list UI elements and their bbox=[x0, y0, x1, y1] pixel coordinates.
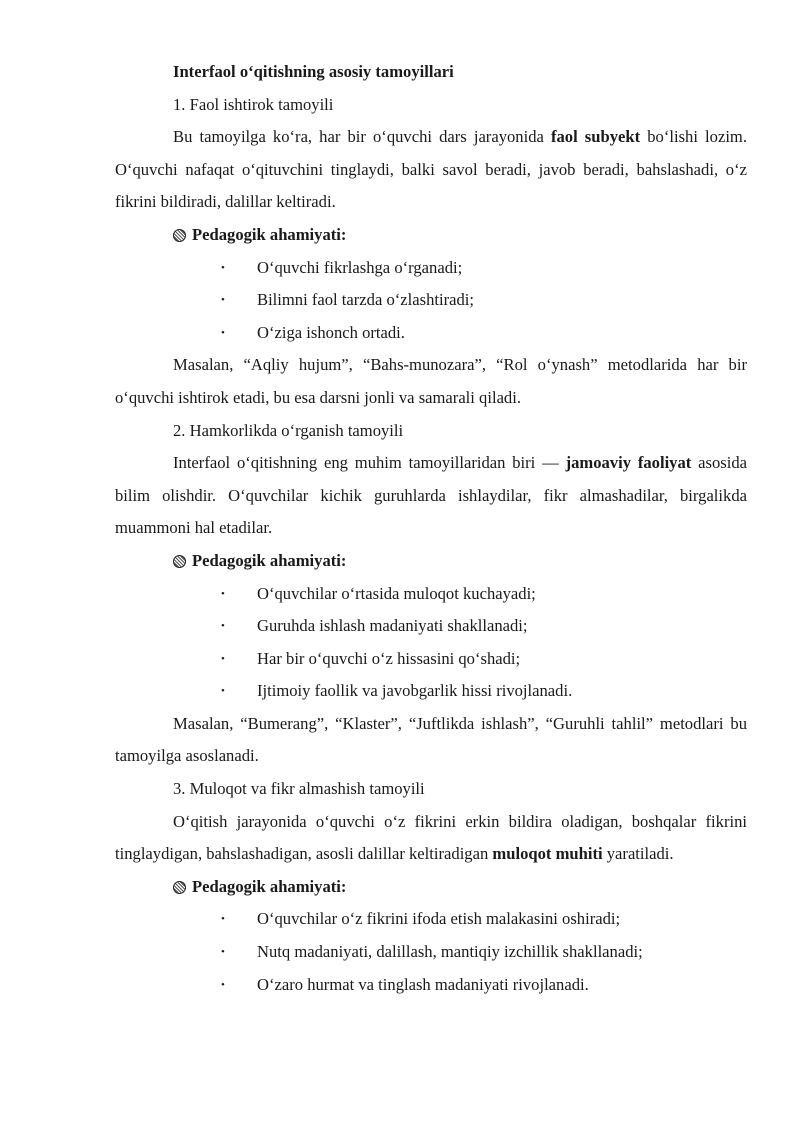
list-item-text: Nutq madaniyati, dalillash, mantiqiy izchillik shakllanadi; bbox=[257, 942, 643, 962]
bullet-icon: • bbox=[221, 685, 225, 698]
list-item-text: Ijtimoiy faollik va javobgarlik hissi rivojlanadi. bbox=[257, 681, 573, 701]
section-heading: 2. Hamkorlikda o‘rganish tamoyili bbox=[173, 420, 404, 440]
section-heading: 3. Muloqot va fikr almashish tamoyili bbox=[173, 779, 425, 799]
pedagogical-label: Pedagogik ahamiyati: bbox=[192, 224, 347, 244]
list-item-text: O‘quvchilar o‘rtasida muloqot kuchayadi; bbox=[257, 583, 536, 603]
circle-hatched-icon bbox=[173, 881, 186, 894]
list-item-text: Bilimni faol tarzda o‘zlashtiradi; bbox=[257, 290, 475, 310]
paragraph-text: O‘qitish jarayonida o‘quvchi o‘z fikrini erkin bildira oladigan, boshqalar fikrini tinglaydigan, bahslashadigan, asosli dalillar keltiradigan bbox=[115, 811, 747, 864]
list-item-text: Har bir o‘quvchi o‘z hissasini qo‘shadi; bbox=[257, 648, 521, 668]
bullet-list bbox=[115, 252, 747, 350]
list-item bbox=[115, 643, 747, 676]
bullet-icon: • bbox=[221, 326, 225, 339]
document-page bbox=[115, 56, 747, 1001]
list-item bbox=[115, 317, 747, 350]
bullet-icon: • bbox=[221, 913, 225, 926]
list-item-text: O‘quvchi fikrlashga o‘rganadi; bbox=[257, 257, 463, 277]
bullet-icon: • bbox=[221, 620, 225, 633]
section-paragraph bbox=[115, 121, 747, 219]
pedagogical-heading bbox=[115, 219, 747, 252]
pedagogical-heading bbox=[115, 871, 747, 904]
paragraph-bold-term: muloqot muhiti bbox=[492, 844, 603, 864]
list-item bbox=[115, 610, 747, 643]
bullet-icon: • bbox=[221, 587, 225, 600]
bullet-icon: • bbox=[221, 978, 225, 991]
list-item bbox=[115, 252, 747, 285]
bullet-icon: • bbox=[221, 946, 225, 959]
list-item bbox=[115, 675, 747, 708]
section-paragraph bbox=[115, 447, 747, 545]
list-item-text: O‘ziga ishonch ortadi. bbox=[257, 322, 405, 342]
list-item bbox=[115, 903, 747, 936]
document-title: Interfaol o‘qitishning asosiy tamoyillari bbox=[173, 62, 454, 81]
bullet-icon: • bbox=[221, 294, 225, 307]
bullet-list bbox=[115, 578, 747, 708]
bullet-list bbox=[115, 903, 747, 1001]
paragraph-text: Bu tamoyilga ko‘ra, har bir o‘quvchi dars jarayonida bbox=[173, 127, 551, 147]
paragraph-text: yaratiladi. bbox=[602, 844, 674, 864]
section-heading: 1. Faol ishtirok tamoyili bbox=[173, 94, 334, 114]
example-paragraph: Masalan, “Aqliy hujum”, “Bahs-munozara”, “Rol o‘ynash” metodlarida har bir o‘quvchi ishtirok etadi, bu esa darsni jonli va samarali qiladi. bbox=[115, 355, 747, 407]
section-paragraph bbox=[115, 806, 747, 871]
paragraph-bold-term: jamoaviy faoliyat bbox=[565, 453, 692, 473]
list-item bbox=[115, 578, 747, 611]
pedagogical-label: Pedagogik ahamiyati: bbox=[192, 550, 347, 570]
bullet-icon: • bbox=[221, 652, 225, 665]
pedagogical-heading bbox=[115, 545, 747, 578]
section-2 bbox=[115, 415, 747, 774]
paragraph-bold-term: faol subyekt bbox=[550, 127, 641, 147]
list-item bbox=[115, 284, 747, 317]
bullet-icon: • bbox=[221, 261, 225, 274]
list-item bbox=[115, 936, 747, 969]
paragraph-text: Interfaol o‘qitishning eng muhim tamoyillaridan biri — bbox=[173, 453, 566, 473]
paragraph-text: bo‘lishi lozim. O‘quvchi nafaqat o‘qituvchini tinglaydi, balki savol beradi, javob beradi, bahslashadi, o‘z fikrini bildiradi, dalillar keltiradi. bbox=[115, 127, 747, 212]
section-3 bbox=[115, 773, 747, 1001]
circle-hatched-icon bbox=[173, 229, 186, 242]
list-item-text: O‘quvchilar o‘z fikrini ifoda etish malakasini oshiradi; bbox=[257, 909, 621, 929]
circle-hatched-icon bbox=[173, 555, 186, 568]
section-1 bbox=[115, 89, 747, 415]
list-item-text: Guruhda ishlash madaniyati shakllanadi; bbox=[257, 616, 528, 636]
list-item bbox=[115, 969, 747, 1002]
list-item-text: O‘zaro hurmat va tinglash madaniyati rivojlanadi. bbox=[257, 974, 589, 994]
pedagogical-label: Pedagogik ahamiyati: bbox=[192, 876, 347, 896]
paragraph-text: asosida bilim olishdir. O‘quvchilar kichik guruhlarda ishlaydilar, fikr almashadilar, birgalikda muammoni hal etadilar. bbox=[115, 453, 747, 538]
example-paragraph: Masalan, “Bumerang”, “Klaster”, “Juftlikda ishlash”, “Guruhli tahlil” metodlari bu tamoyilga asoslanadi. bbox=[115, 713, 747, 766]
